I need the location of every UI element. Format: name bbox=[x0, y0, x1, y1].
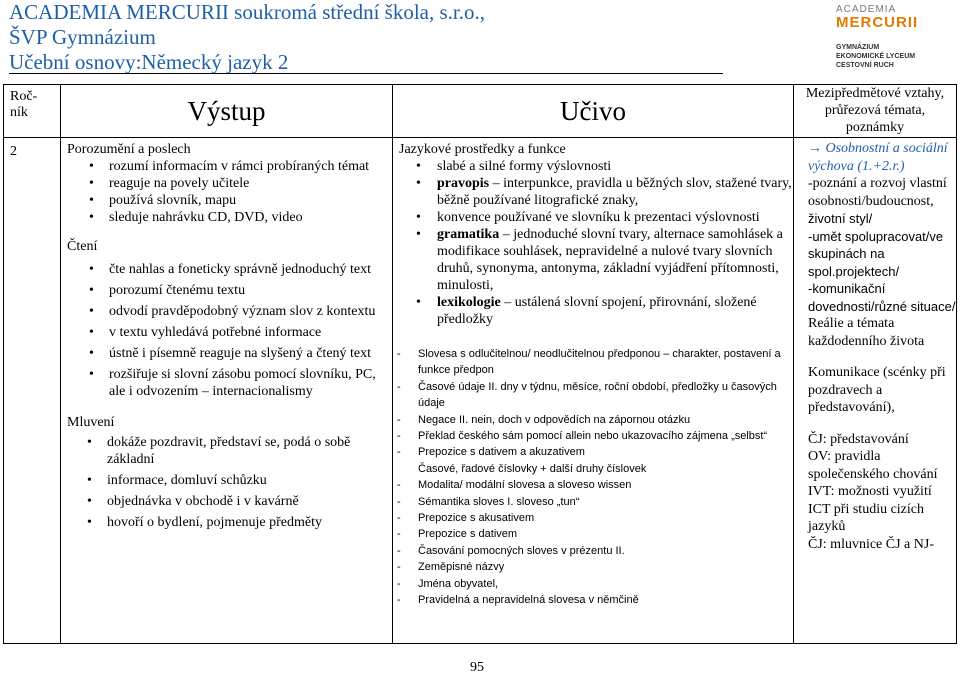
header-underline bbox=[9, 73, 723, 74]
header-line-school: ACADEMIA MERCURII soukromá střední škola, s.r.o., bbox=[9, 0, 485, 24]
list-cteni bbox=[61, 261, 392, 400]
note-line: -komunikační dovednosti/různé situace/ bbox=[808, 281, 956, 314]
list-item: • informace, domluví schůzku bbox=[61, 472, 392, 489]
ucivo-bullets bbox=[393, 158, 793, 328]
list-item: • lexikologie – ustálená slovní spojení, přirovnání, složené předložky bbox=[393, 294, 793, 328]
list-mluveni bbox=[61, 434, 392, 531]
document-header bbox=[9, 0, 485, 75]
section-title-poslech: Porozumění a poslech bbox=[67, 142, 191, 157]
list-item: • hovoří o bydlení, pojmenuje předměty bbox=[61, 514, 392, 531]
list-item: - Slovesa s odlučitelnou/ neodlučitelnou předponou – charakter, postavení a funkce předpon bbox=[393, 346, 793, 379]
list-item: • reaguje na povely učitele bbox=[61, 175, 392, 192]
ucivo-cell bbox=[393, 138, 794, 644]
list-poslech bbox=[61, 158, 392, 226]
list-item: - Sémantika sloves I. sloveso „tun“ bbox=[393, 494, 793, 510]
ucivo-title: Jazykové prostředky a funkce bbox=[399, 142, 566, 157]
list-item: • v textu vyhledává potřebné informace bbox=[61, 324, 392, 341]
list-item: - Jména obyvatel, bbox=[393, 576, 793, 592]
logo-sub-2: EKONOMICKÉ LYCEUM bbox=[836, 53, 916, 60]
list-item: • objednávka v obchodě i v kavárně bbox=[61, 493, 392, 510]
list-item: • ústně i písemně reaguje na slyšený a čtený text bbox=[61, 345, 392, 362]
vystup-cell bbox=[61, 138, 393, 644]
list-item: - Překlad českého sám pomocí allein nebo ukazovacího zájmena „selbst“ bbox=[393, 428, 793, 444]
list-item: - Prepozice s akusativem bbox=[393, 510, 793, 526]
ucivo-dash-list bbox=[393, 346, 793, 609]
list-item: - Prepozice s dativem a akuzativem Časové, řadové číslovky + další druhy číslovek bbox=[393, 444, 793, 477]
note-line: IVT: možnosti využití ICT při studiu cizích jazyků bbox=[808, 484, 932, 534]
table-header-row bbox=[4, 85, 957, 138]
note-line: ČJ: mluvnice ČJ a NJ- bbox=[808, 536, 934, 552]
note-line: životní styl/ bbox=[808, 211, 873, 226]
mezipredmetove-cell bbox=[794, 138, 957, 644]
note-komunikace: Komunikace (scénky při pozdravech a představování), bbox=[808, 365, 946, 415]
page-number: 95 bbox=[470, 660, 484, 675]
list-item: - Pravidelná a nepravidelná slovesa v němčině bbox=[393, 592, 793, 608]
note-line: ČJ: představování bbox=[808, 431, 909, 447]
note-line: -umět spolupracovat/ve skupinách na spol.projektech/ bbox=[808, 228, 944, 279]
header-ucivo: Učivo bbox=[393, 85, 794, 138]
list-item: - Časování pomocných sloves v prézentu II. bbox=[393, 543, 793, 559]
logo-line-1: ACADEMIA bbox=[836, 4, 897, 15]
list-item: • pravopis – interpunkce, pravidla u běžných slov, stažené tvary, běžně používané litografické znaky, bbox=[393, 175, 793, 209]
curriculum-table bbox=[3, 84, 957, 644]
section-title-cteni: Čtení bbox=[67, 239, 98, 254]
list-item: • rozšiřuje si slovní zásobu pomocí slovníku, PC, ale i odvozením – internacionalismy bbox=[61, 366, 392, 400]
note-realie: Reálie a témata každodenního života bbox=[808, 316, 925, 349]
list-item: - Prepozice s dativem bbox=[393, 526, 793, 542]
rocnik-cell: 2 bbox=[4, 138, 61, 644]
list-item: • odvodí pravděpodobný význam slov z kontextu bbox=[61, 303, 392, 320]
list-item: • sleduje nahrávku CD, DVD, video bbox=[61, 209, 392, 226]
list-item: • čte nahlas a foneticky správně jednoduchý text bbox=[61, 261, 392, 278]
header-line-subject: Učební osnovy:Německý jazyk 2 bbox=[9, 50, 289, 74]
header-rocnik: Roč- ník bbox=[4, 85, 61, 138]
table-row bbox=[4, 138, 957, 644]
list-item: • konvence používané ve slovníku k prezentaci výslovnosti bbox=[393, 209, 793, 226]
school-logo bbox=[836, 4, 956, 72]
osv-link: → Osobnostní a sociální výchova (1.+2.r.) bbox=[808, 141, 948, 174]
list-item: • slabé a silné formy výslovnosti bbox=[393, 158, 793, 175]
list-item: - Časové údaje II. dny v týdnu, měsíce, roční období, předložky u časových údaje bbox=[393, 379, 793, 412]
logo-sub-3: CESTOVNÍ RUCH bbox=[836, 62, 894, 69]
header-vystup: Výstup bbox=[61, 85, 393, 138]
list-item: • porozumí čtenému textu bbox=[61, 282, 392, 299]
list-item: - Modalita/ modální slovesa a sloveso wissen bbox=[393, 477, 793, 493]
section-title-mluveni: Mluvení bbox=[67, 415, 115, 430]
logo-line-2: MERCURII bbox=[836, 14, 919, 31]
header-mezipredmetove: Mezipředmětové vztahy, průřezová témata, poznámky bbox=[794, 85, 957, 138]
list-item: • používá slovník, mapu bbox=[61, 192, 392, 209]
note-line: OV: pravidla společenského chování bbox=[808, 449, 938, 482]
list-item: • dokáže pozdravit, představí se, podá o sobě základní bbox=[61, 434, 392, 468]
header-line-program: ŠVP Gymnázium bbox=[9, 25, 156, 49]
list-item: • gramatika – jednoduché slovní tvary, alternace samohlásek a modifikace souhlásek, nepravidelné a nulové tvary slovních druhů, synonyma, antonyma, základní vyjádření přítomnosti, minulosti, bbox=[393, 226, 793, 294]
list-item: • rozumí informacím v rámci probíraných témat bbox=[61, 158, 392, 175]
list-item: - Negace II. nein, doch v odpovědích na zápornou otázku bbox=[393, 412, 793, 428]
list-item: - Zeměpisné názvy bbox=[393, 559, 793, 575]
note-line: -poznání a rozvoj vlastní osobnosti/budoucnost, bbox=[808, 176, 947, 209]
logo-sub-1: GYMNÁZIUM bbox=[836, 44, 880, 51]
